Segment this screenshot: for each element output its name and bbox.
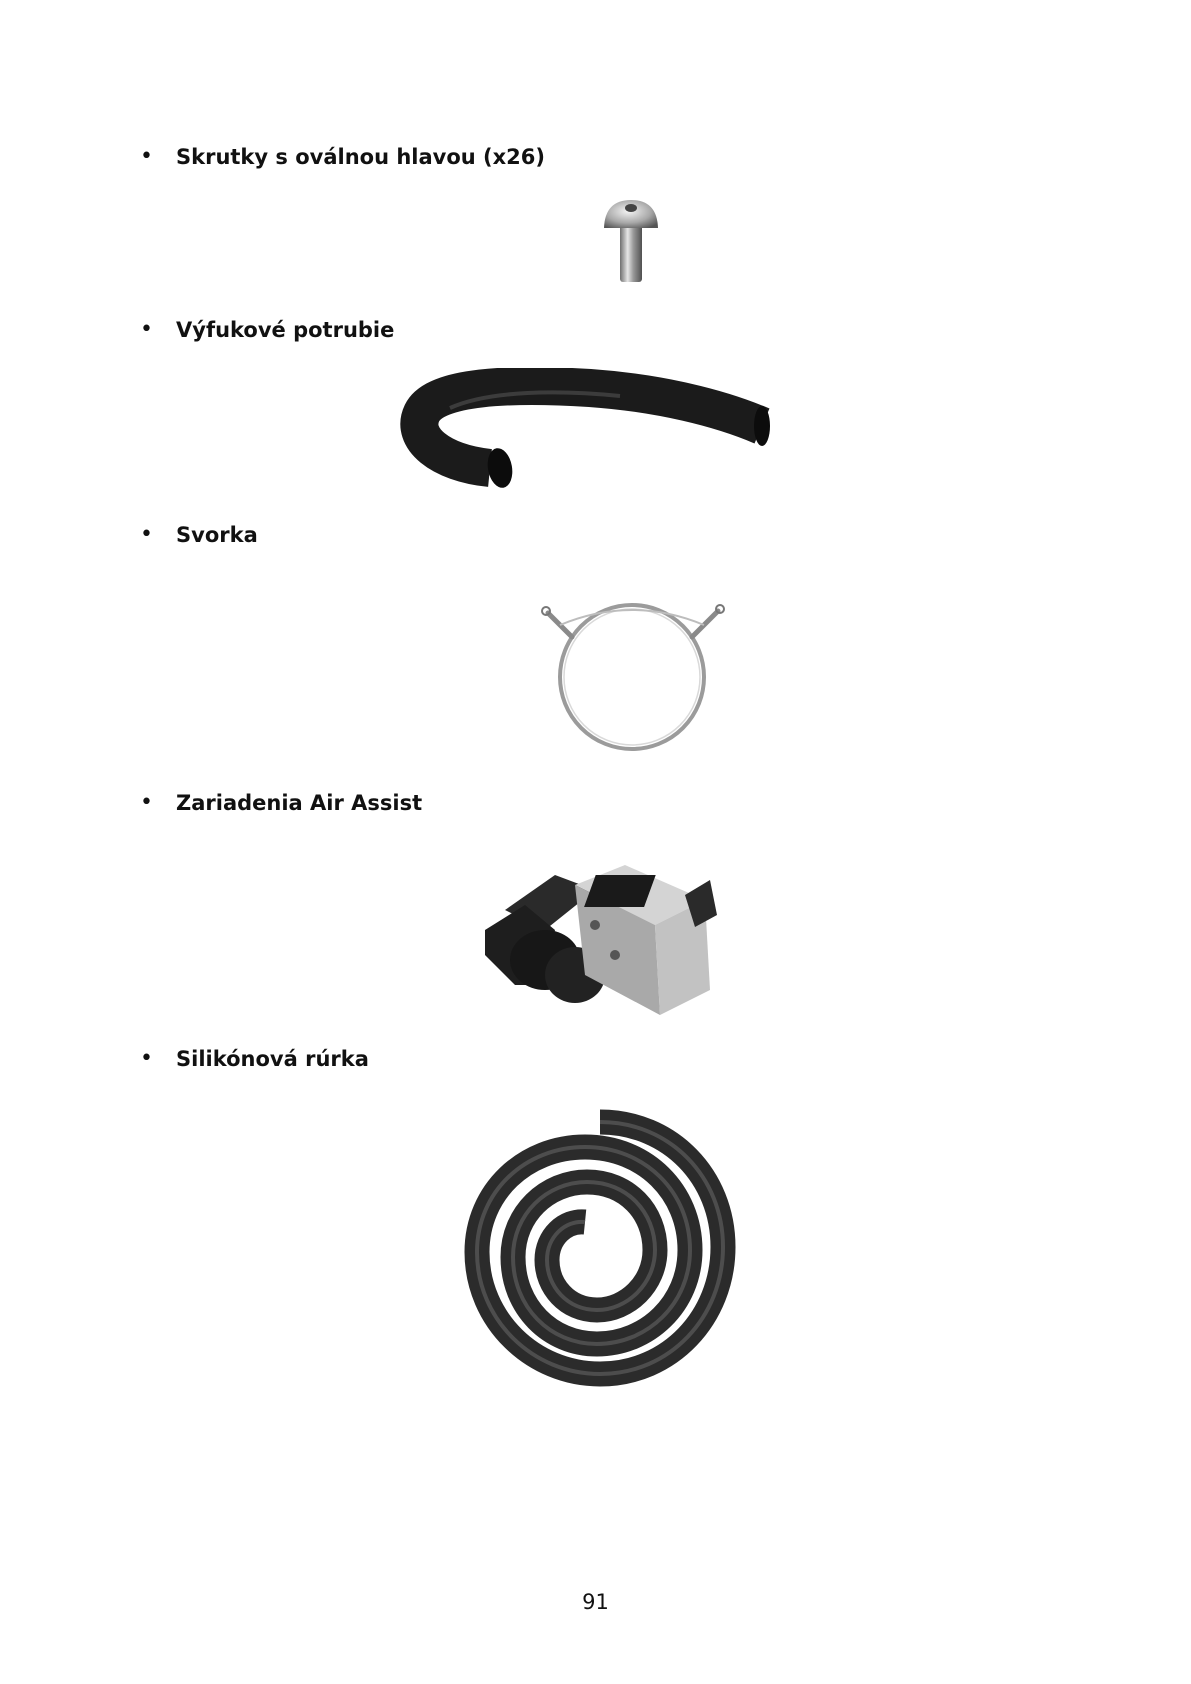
bullet-icon: • <box>140 1046 153 1071</box>
item-label: Zariadenia Air Assist <box>176 790 423 815</box>
list-item <box>140 317 394 342</box>
bullet-icon: • <box>140 790 153 815</box>
hose-clamp-image <box>530 565 735 760</box>
item-label: Silikónová rúrka <box>176 1046 369 1071</box>
list-item <box>140 144 545 169</box>
item-label: Výfukové potrubie <box>176 317 395 342</box>
round-head-screw-image <box>595 192 670 297</box>
silicone-tube-coil-image <box>455 1092 745 1392</box>
bullet-icon: • <box>140 144 153 169</box>
list-item <box>140 522 258 547</box>
item-label: Svorka <box>176 522 258 547</box>
list-item <box>140 1046 369 1071</box>
air-assist-pump-image <box>485 855 720 1020</box>
bullet-icon: • <box>140 317 153 342</box>
exhaust-hose-image <box>400 368 790 503</box>
page-number: 91 <box>582 1590 609 1614</box>
bullet-icon: • <box>140 522 153 547</box>
list-item <box>140 790 422 815</box>
item-label: Skrutky s oválnou hlavou (x26) <box>176 144 545 169</box>
